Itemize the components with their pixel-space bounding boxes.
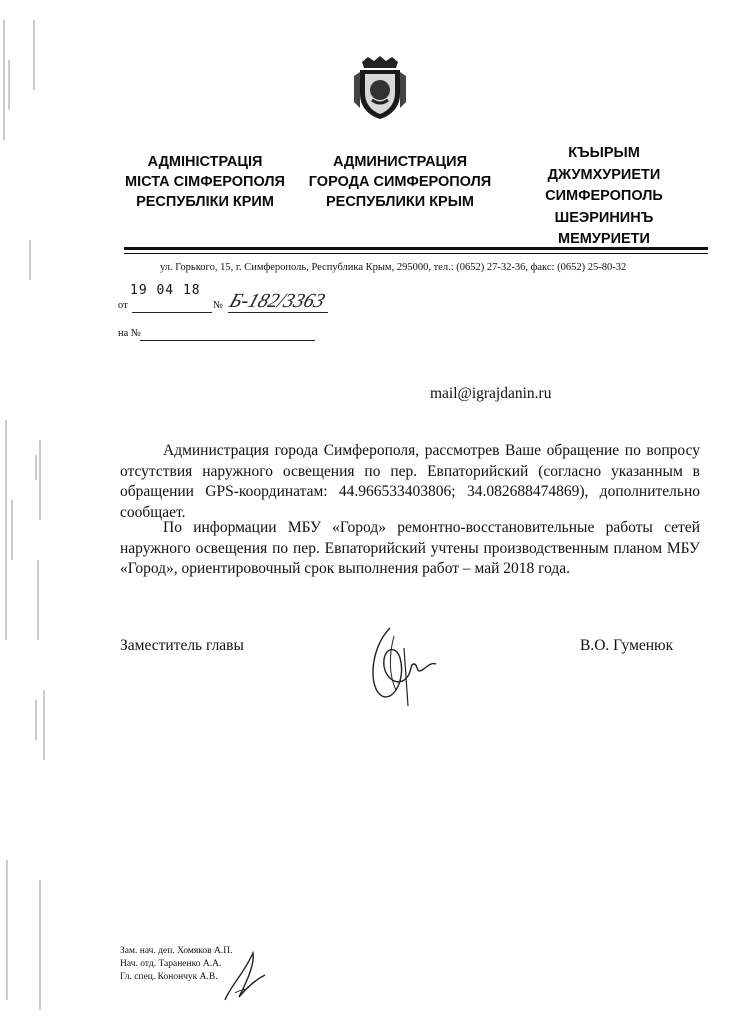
registration-date: 19 04 18 [130,283,201,298]
header-line: РЕСПУБЛІКИ КРИМ [136,194,274,210]
header-line: МЕМУРИЕТИ [558,231,650,247]
body-paragraph-2: По информации МБУ «Город» ремонтно-восстановительные работы сетей наружного освещения по пер. Евпаторийский учтены производственным планом МБУ «Город», ориентировочный срок выполнения работ – май 2018 года. [120,519,700,577]
header-line: ГОРОДА СИМФЕРОПОЛЯ [308,174,492,190]
reference-number-underline [140,340,315,341]
header-line: ШЕЭРИНИНЪ [554,209,654,226]
header-line: ДЖУМХУРИЕТИ [547,166,661,183]
executor-line: Зам. нач. деп. Хомяков А.П. [120,946,233,956]
date-underline [132,312,212,313]
header-line: КЪЫРЫМ [568,145,640,161]
recipient-email: mail@igrajdanin.ru [430,385,552,402]
executor-signature [215,945,270,1005]
header-russian [300,152,500,212]
header-ukrainian [112,152,298,212]
body-paragraph-1: Администрация города Симферополя, рассмотрев Ваше обращение по вопросу отсутствия наружного освещения по пер. Евпаторийский (согласно указанным в обращении GPS-координатам: 44.966533403806; 34.082688474869), дополнительно сообщает. [120,442,700,521]
scan-edge-noise [0,0,60,1024]
header-line: МІСТА СІМФЕРОПОЛЯ [125,174,285,190]
handwritten-signature [360,618,450,708]
organization-address: ул. Горького, 15, г. Симферополь, Республика Крым, 295000, тел.: (0652) 27-32-36, факс: (0652) 25-80-32 [160,262,627,273]
header-line: СИМФЕРОПОЛЬ [545,188,663,204]
city-emblem-icon [354,56,406,120]
header-line: АДМИНИСТРАЦИЯ [332,154,467,170]
header-divider-thick [124,247,708,250]
executor-line: Гл. спец. Конончук А.В. [120,972,218,982]
registration-number: Б-182/3363 [226,290,328,312]
reference-number-label: на № [118,328,141,339]
signatory-title: Заместитель главы [120,637,244,654]
header-crimean-tatar [524,143,684,251]
header-line: АДМІНІСТРАЦІЯ [147,154,263,170]
executor-line: Нач. отд. Тараненко А.А. [120,959,222,969]
header-line: РЕСПУБЛИКИ КРЫМ [325,194,474,210]
header-divider-thin [124,253,708,254]
signatory-name: В.О. Гуменюк [580,637,674,654]
number-label: № [213,300,224,311]
date-label: от [118,300,128,311]
